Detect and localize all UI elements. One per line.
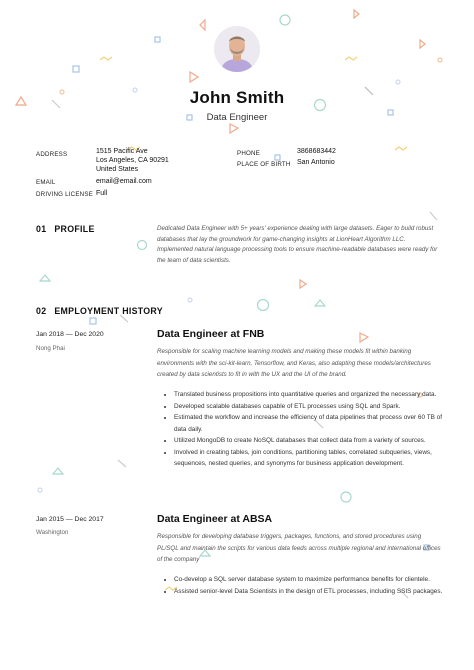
list-item: • Translated business propositions into quantitative queries and organized the necessary data. bbox=[174, 389, 454, 401]
list-item: • Utilized MongoDB to create NoSQL databases that collect data from a variety of sources. bbox=[174, 435, 454, 447]
place-of-birth-label: PLACE OF BIRTH bbox=[237, 161, 291, 168]
profile-summary: Dedicated Data Engineer with 5+ years' experience dealing with large datasets. Eager to build robust databases that lay the groundwork for game-changing insights at LionHeart Algorithm LLC. Implemented natural language processing tools to ensure machine-readable databases were ready for the team of data scientists. bbox=[157, 225, 438, 264]
place-of-birth-value: San Antonio bbox=[297, 159, 335, 166]
job-1-description: Responsible for scaling machine learning models and making these models fit within banking environments with the sci-kit-learn, Tensorflow, and Keras, also adapting these models/architectures created by data scientists to fit in with the UX and the UI of the brand. bbox=[157, 348, 431, 378]
phone-label: PHONE bbox=[237, 150, 261, 157]
employment-heading bbox=[36, 306, 163, 316]
address-line-1: 1515 Pacific Ave bbox=[96, 148, 148, 155]
list-item: • Co-develop a SQL server database system to maximize performance benefits for clientele. bbox=[174, 574, 454, 586]
phone-value[interactable]: 3868683442 bbox=[297, 148, 336, 155]
profile-heading bbox=[36, 224, 95, 234]
address-line-3: United States bbox=[96, 166, 139, 173]
job-2-dates: Jan 2015 — Dec 2017 bbox=[36, 516, 104, 523]
job-1-dates: Jan 2018 — Dec 2020 bbox=[36, 331, 104, 338]
driving-license-value: Full bbox=[96, 190, 108, 197]
driving-license-label: DRIVING LICENSE bbox=[36, 191, 93, 198]
candidate-name: John Smith bbox=[189, 88, 285, 107]
list-item: • Involved in creating tables, join conditions, partitioning tables, correlated subqueries, views, sequences, nested queries, and synonyms for business application development. bbox=[174, 447, 454, 470]
candidate-job-title: Data Engineer bbox=[206, 112, 268, 123]
job-2-description: Responsible for developing database triggers, packages, functions, and stored procedures using PL/SQL and maintain the scripts for various data feeds across multiple regional and international offices of the company bbox=[157, 533, 441, 563]
profile-section-number: 01 bbox=[36, 224, 47, 234]
employment-section-number: 02 bbox=[36, 306, 47, 316]
employment-section-title: EMPLOYMENT HISTORY bbox=[54, 306, 163, 316]
avatar bbox=[214, 26, 260, 72]
job-1-title: Data Engineer at FNB bbox=[157, 328, 265, 340]
list-item: • Developed scalable databases capable of ETL processes using SQL and Spark. bbox=[174, 401, 454, 413]
job-2-location: Washington bbox=[36, 529, 69, 536]
job-2-bullet-list bbox=[163, 574, 454, 597]
address-label: ADDRESS bbox=[36, 151, 68, 158]
job-1-bullet-list bbox=[163, 389, 454, 470]
list-item: • Assisted senior-level Data Scientists in the design of ETL processes, including SSIS packages. bbox=[174, 586, 454, 598]
job-2-title: Data Engineer at ABSA bbox=[157, 513, 273, 525]
job-1-location: Nong Phai bbox=[36, 345, 65, 352]
address-line-2: Los Angeles, CA 90291 bbox=[96, 157, 169, 164]
email-label: EMAIL bbox=[36, 179, 56, 186]
list-item: • Estimated the workflow and increase the efficiency of data pipelines that process over 60 TB of data daily. bbox=[174, 412, 454, 435]
profile-photo bbox=[214, 26, 260, 72]
email-value[interactable]: email@email.com bbox=[96, 178, 152, 185]
profile-section-title: PROFILE bbox=[54, 224, 95, 234]
